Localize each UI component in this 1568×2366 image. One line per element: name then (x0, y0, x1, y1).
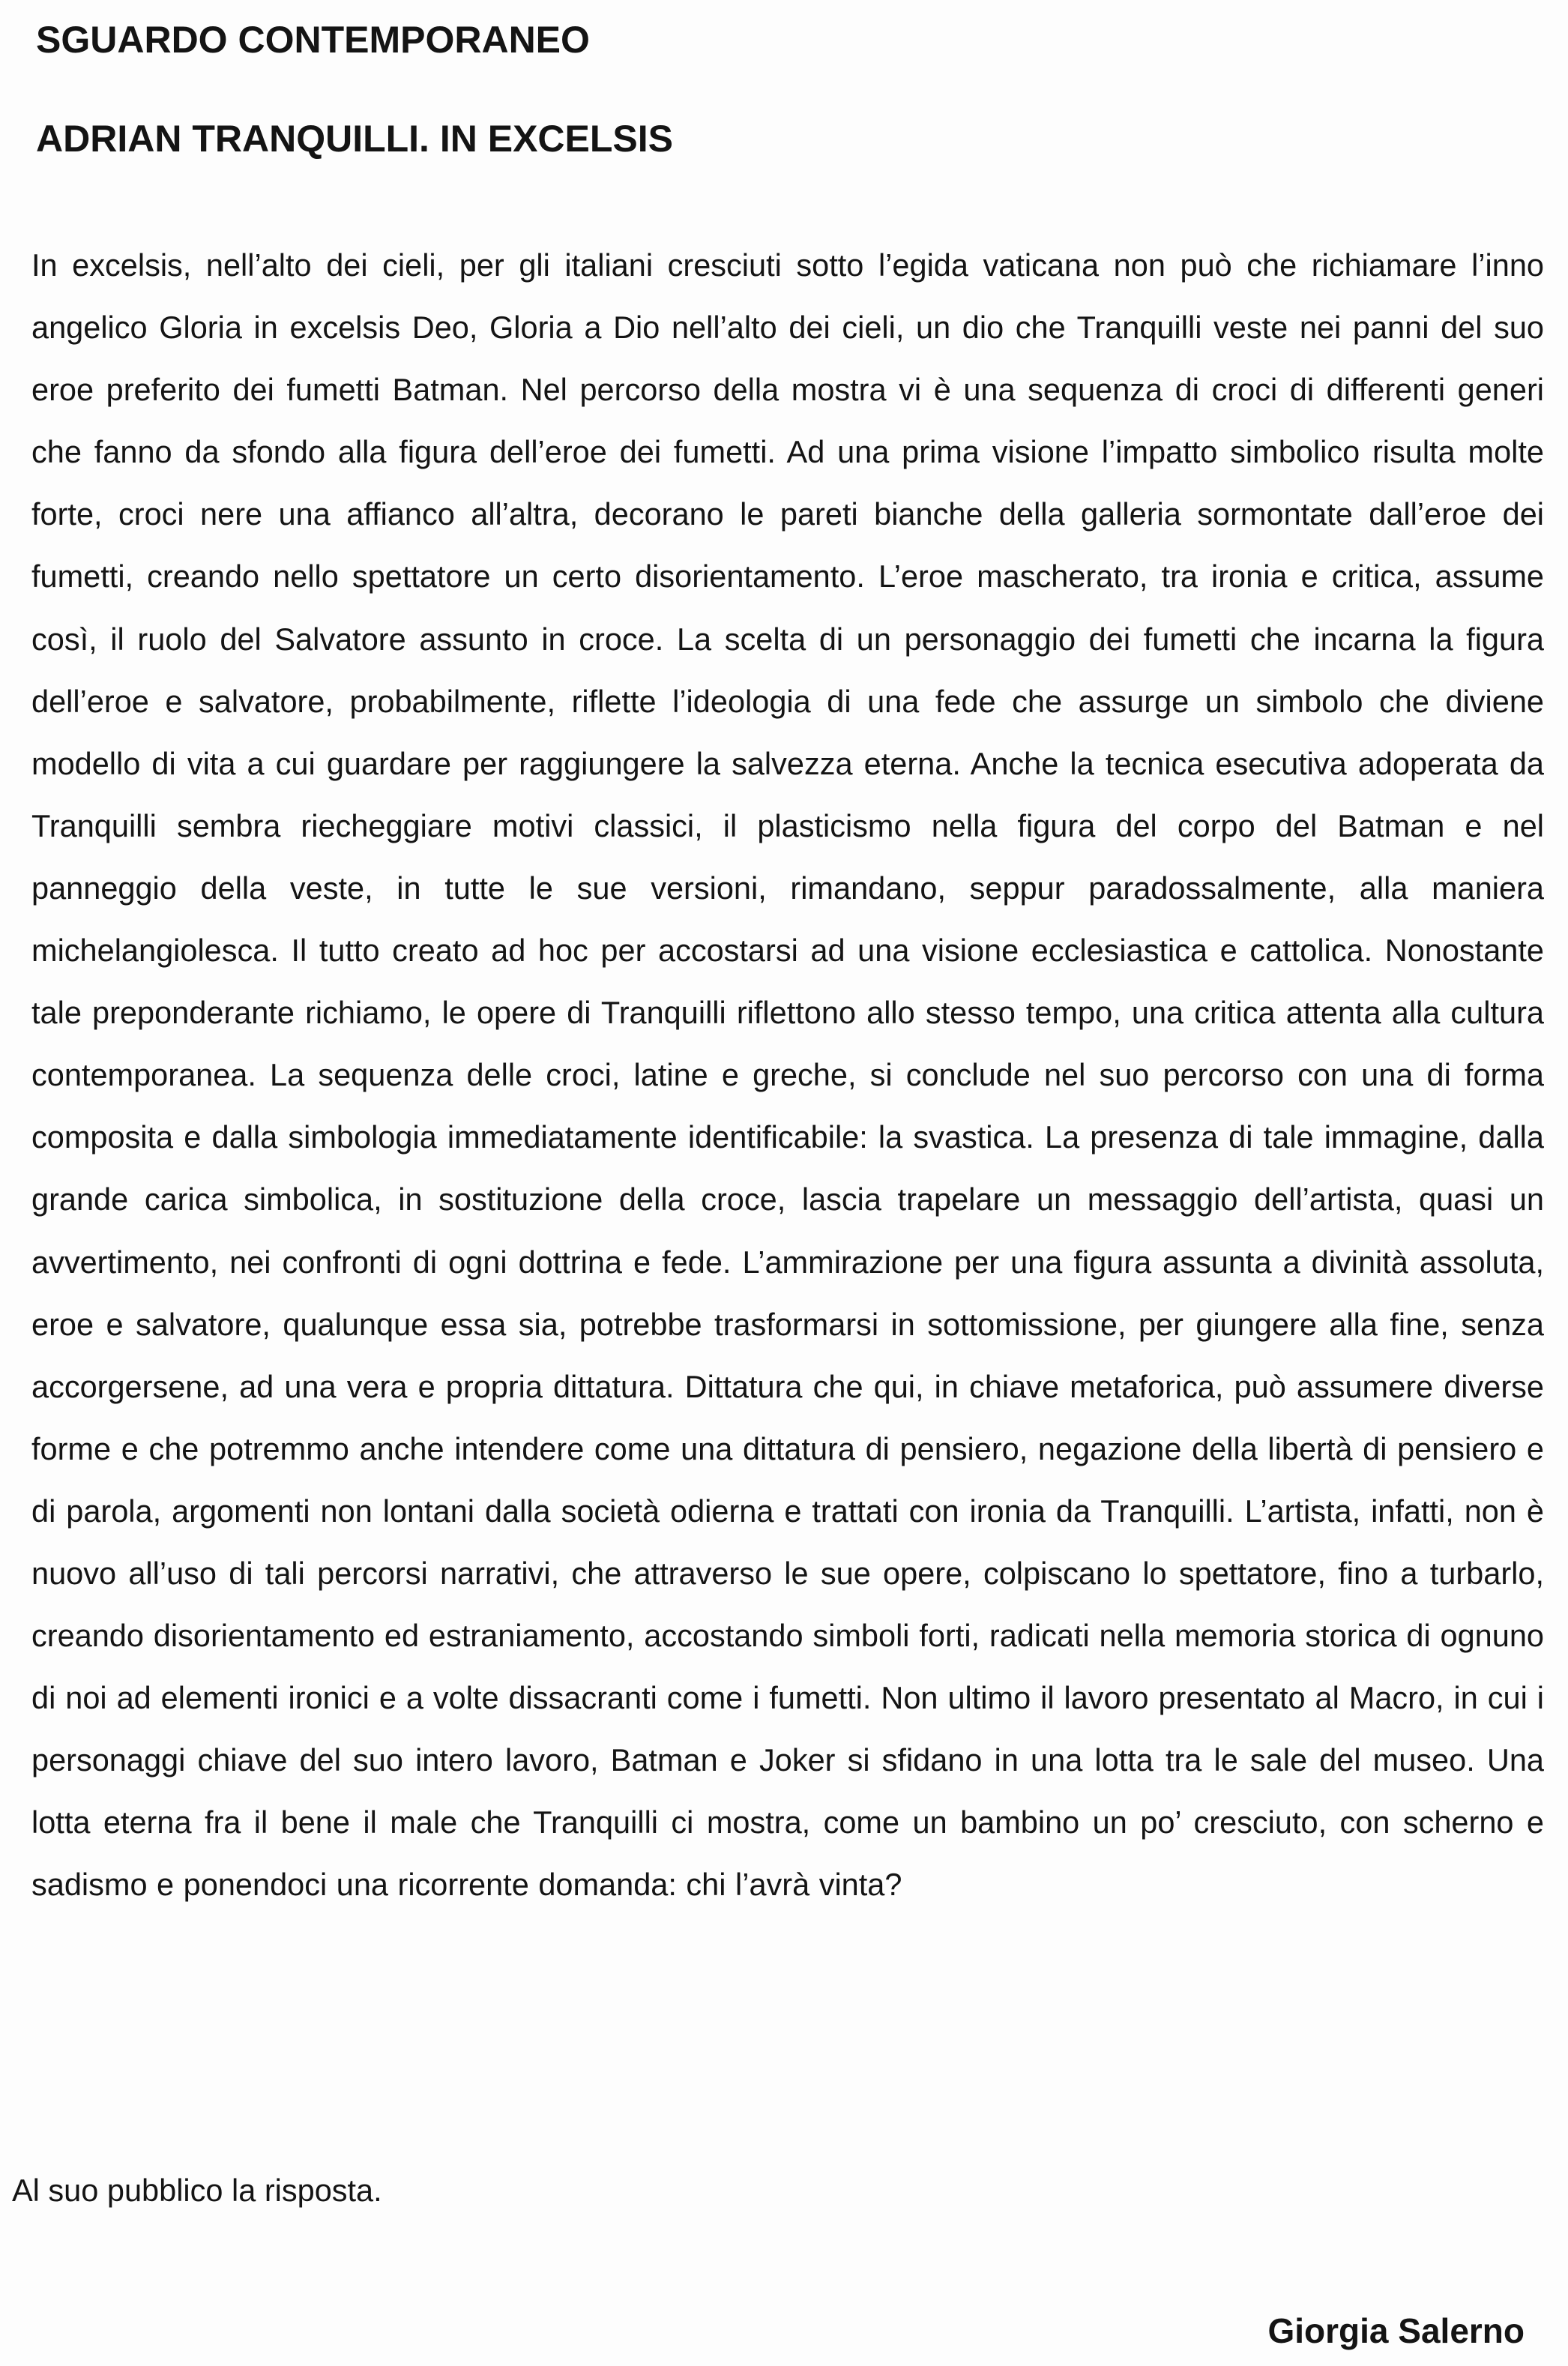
author-signature: Giorgia Salerno (1267, 2311, 1525, 2350)
closing-line: Al suo pubblico la risposta. (12, 2173, 382, 2208)
article-title: ADRIAN TRANQUILLI. IN EXCELSIS (36, 118, 674, 160)
section-title: SGUARDO CONTEMPORANEO (36, 19, 590, 61)
article-body: In excelsis, nell’alto dei cieli, per gli italiani cresciuti sotto l’egida vaticana non può che richiamare l’inno angelico Gloria in excelsis Deo, Gloria a Dio nell’alto dei cieli, un dio che Tranquilli veste nei panni del suo eroe preferito dei fumetti Batman. Nel percorso della mostra vi è una sequenza di croci di differenti generi che fanno da sfondo alla figura dell’eroe dei fumetti. Ad una prima visione l’impatto simbolico risulta molte forte, croci nere una affianco all’altra, decorano le pareti bianche della galleria sormontate dall’eroe dei fumetti, creando nello spettatore un certo disorientamento. L’eroe mascherato, tra ironia e critica, assume così, il ruolo del Salvatore assunto in croce. La scelta di un personaggio dei fumetti che incarna la figura dell’eroe e salvatore, probabilmente, riflette l’ideologia di una fede che assurge un simbolo che diviene modello di vita a cui guardare per raggiungere la salvezza eterna. Anche la tecnica esecutiva adoperata da Tranquilli sembra riecheggiare motivi classici, il plasticismo nella figura del corpo del Batman e nel panneggio della veste, in tutte le sue versioni, rimandano, seppur paradossalmente, alla maniera michelangiolesca. Il tutto creato ad hoc per accostarsi ad una visione ecclesiastica e cattolica. Nonostante tale preponderante richiamo, le opere di Tranquilli riflettono allo stesso tempo, una critica attenta alla cultura contemporanea. La sequenza delle croci, latine e greche, si conclude nel suo percorso con una di forma composita e dalla simbologia immediatamente identificabile: la svastica. La presenza di tale immagine, dalla grande carica simbolica, in sostituzione della croce, lascia trapelare un messaggio dell’artista, quasi un avvertimento, nei confronti di ogni dottrina e fede. L’ammirazione per una figura assunta a divinità assoluta, eroe e salvatore, qualunque essa sia, potrebbe trasformarsi in sottomissione, per giungere alla fine, senza accorgersene, ad una vera e propria dittatura. Dittatura che qui, in chiave metaforica, può assumere diverse forme e che potremmo anche intendere come una dittatura di pensiero, negazione della libertà di pensiero e di parola, argomenti non lontani dalla società odierna e trattati con ironia da Tranquilli. L’artista, infatti, non è nuovo all’uso di tali percorsi narrativi, che attraverso le sue opere, colpiscano lo spettatore, fino a turbarlo, creando disorientamento ed estraniamento, accostando simboli forti, radicati nella memoria storica di ognuno di noi ad elementi ironici e a volte dissacranti come i fumetti. Non ultimo il lavoro presentato al Macro, in cui i personaggi chiave del suo intero lavoro, Batman e Joker si sfidano in una lotta tra le sale del museo. Una lotta eterna fra il bene il male che Tranquilli ci mostra, come un bambino un po’ cresciuto, con scherno e sadismo e ponendoci una ricorrente domanda: chi l’avrà vinta? (31, 247, 1544, 1903)
